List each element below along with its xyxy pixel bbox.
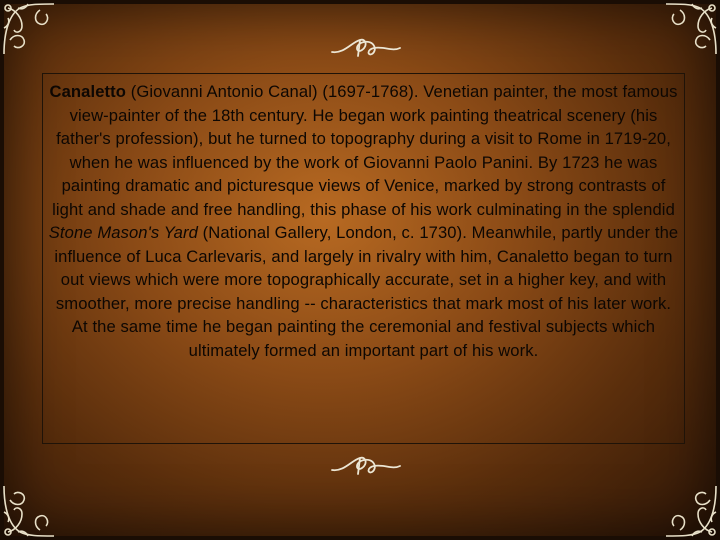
artist-name: Canaletto [49,82,127,101]
biography-rest: (National Gallery, London, c. 1730). Meanwhile, partly under the influence of Luca Carlevaris, and largely in rivalry with him, Canaletto began to turn out views which were more topographically accurate, set in a higher key, and with smoother, more precise handling -- characteristics that mark most of his later work. At the same time he began painting the ceremonial and festival subjects which ultimately formed an important part of his work. [54,223,679,360]
calligraphic-flourish-icon [330,34,402,60]
painting-title: Stone Mason's Yard [48,223,198,242]
ornamental-corner-icon [662,482,720,540]
ornamental-corner-icon [0,0,58,58]
ornamental-corner-icon [662,0,720,58]
biography-text-box [42,73,685,444]
calligraphic-flourish-icon [330,452,402,478]
ornamental-corner-icon [0,482,58,540]
biography-intro: (Giovanni Antonio Canal) (1697-1768). Venetian painter, the most famous view-painter of the 18th century. He began work painting theatrical scenery (his father's profession), but he turned to topography during a visit to Rome in 1719-20, when he was influenced by the work of Giovanni Paolo Panini. By 1723 he was painting dramatic and picturesque views of Venice, marked by strong contrasts of light and shade and free handling, this phase of his work culminating in the splendid [52,82,678,219]
